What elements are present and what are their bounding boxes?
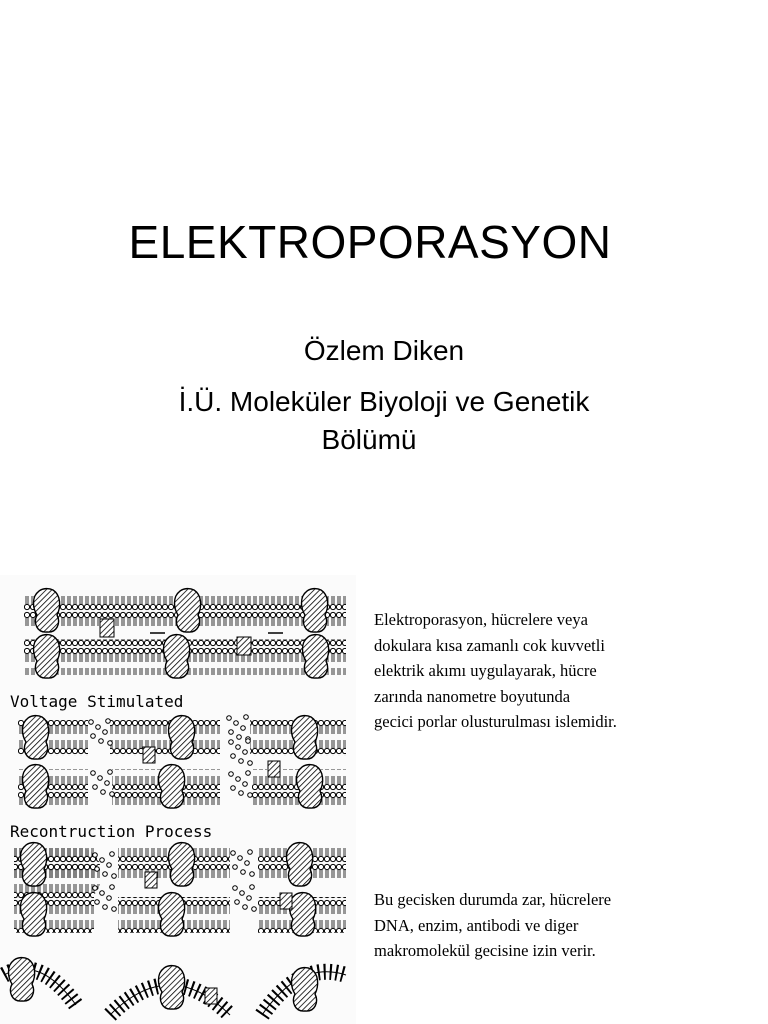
membrane-diagram [0,575,356,1024]
para1-line: Elektroporasyon, hücrelere veya [374,610,588,629]
paragraph-definition [374,607,754,735]
para1-line: gecici porlar olusturulması islemidir. [374,712,617,731]
author-name: Özlem Diken [303,335,465,366]
affiliation-line-2: Bölümü [321,424,417,455]
para1-line: zarında nanometre boyutunda [374,686,571,706]
para1-line: elektrik akımı uygulayarak, hücre [374,661,597,680]
paragraph-transient-state [374,887,754,964]
para2-line: DNA, enzim, antibodi ve diger [374,915,579,935]
label-reconstruction-process: Recontruction Process [10,822,213,841]
affiliation [0,383,768,459]
slide-title: ELEKTROPORASYON [128,216,612,268]
para1-line: dokulara kısa zamanlı cok kuvvetli [374,635,605,655]
affiliation-line-1: İ.Ü. Moleküler Biyoloji ve Genetik [178,386,590,417]
electroporation-membrane-figure [0,575,356,1024]
label-voltage-stimulated: Voltage Stimulated [10,692,184,711]
para2-line: Bu gecisken durumda zar, hücrelere [374,890,612,909]
para2-line: makromolekül gecisine izin verir. [374,941,596,960]
